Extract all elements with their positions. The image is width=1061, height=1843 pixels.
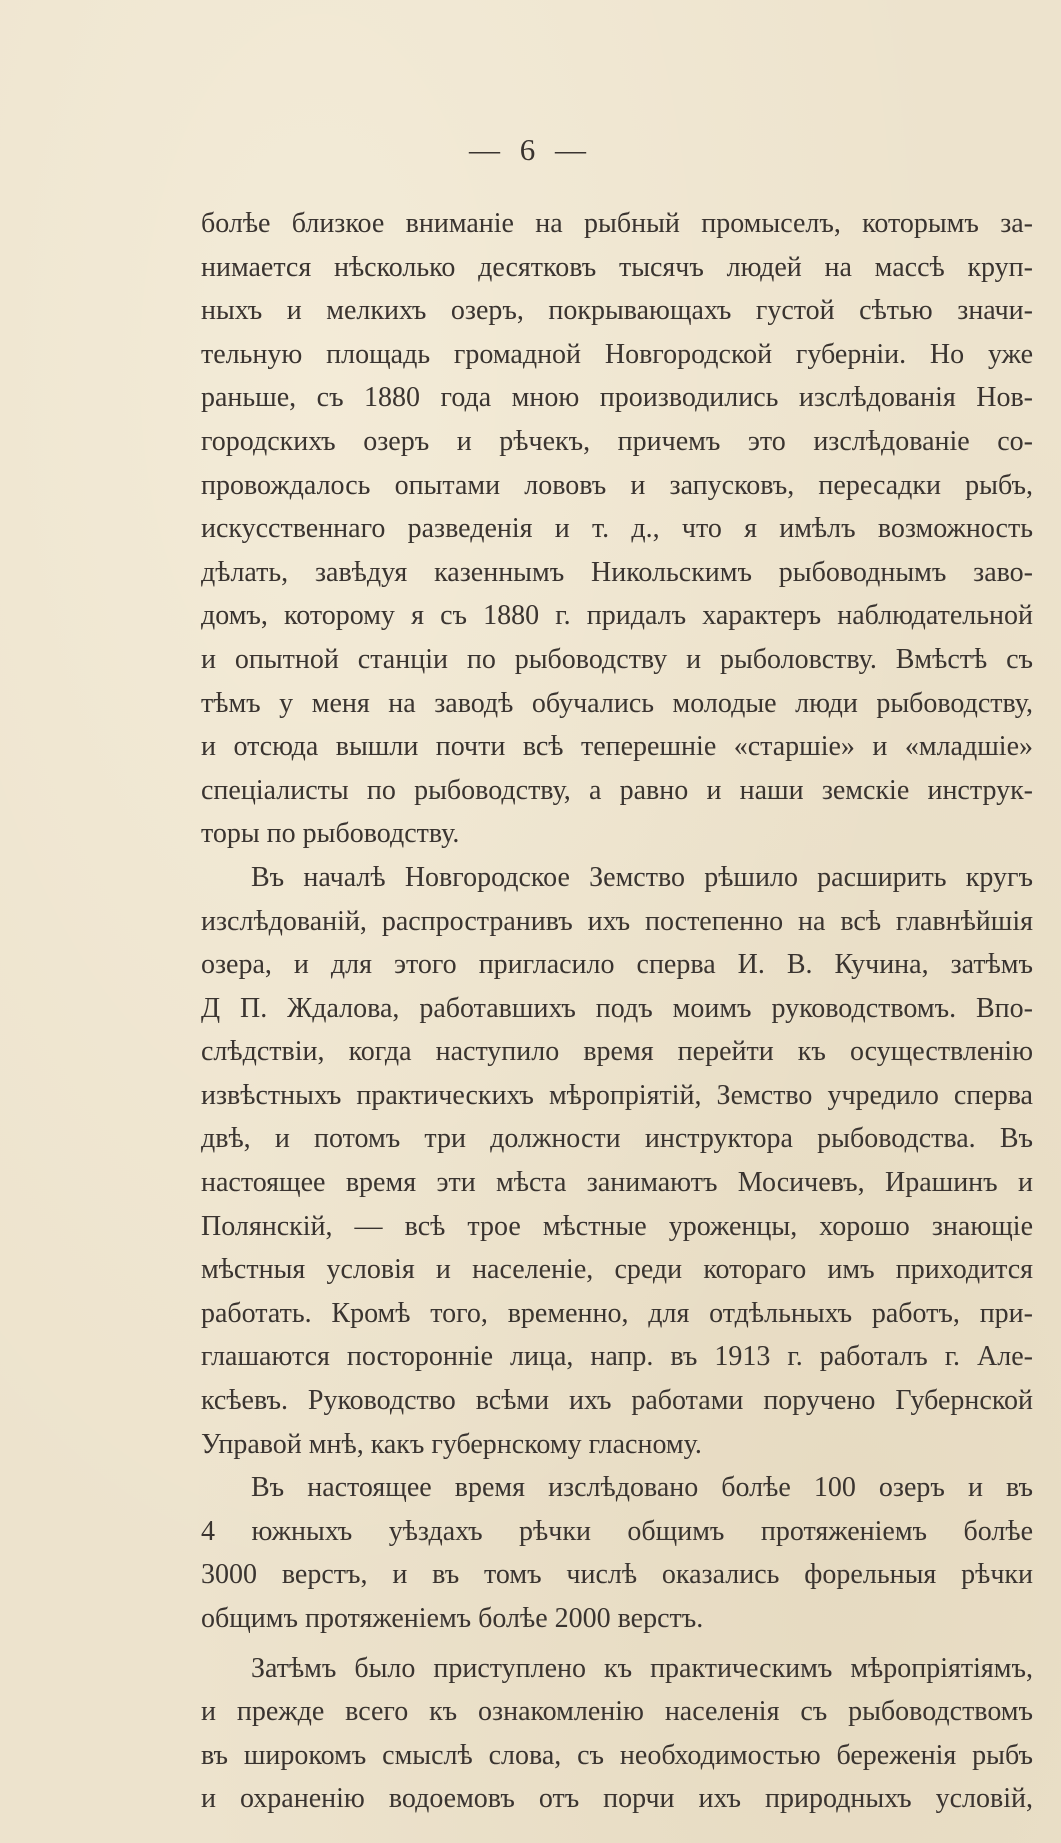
- text-line: двѣ, и потомъ три должности инструктора рыбоводства. Въ: [201, 1123, 1033, 1155]
- text-line: дѣлать, завѣдуя казеннымъ Никольскимъ рыбоводнымъ заво-: [201, 556, 1033, 588]
- text-line: торы по рыбоводству.: [201, 818, 460, 850]
- text-line: провождалось опытами лововъ и запусковъ, пересадки рыбъ,: [201, 469, 1033, 501]
- text-line: нимается нѣсколько десятковъ тысячъ людей на массѣ круп-: [201, 251, 1033, 283]
- page-number: — 6 —: [469, 132, 592, 167]
- text-line: Въ началѣ Новгородское Земство рѣшило расширить кругъ: [251, 861, 1033, 893]
- paragraph-1: [201, 202, 1033, 856]
- text-line: тельную площадь громадной Новгородской губерніи. Но уже: [201, 338, 1033, 370]
- text-line: городскихъ озеръ и рѣчекъ, причемъ это изслѣдованіе со-: [201, 425, 1033, 457]
- text-line: мѣстныя условія и населеніе, среди котораго имъ приходится: [201, 1254, 1033, 1286]
- text-line: извѣстныхъ практическихъ мѣропріятій, Земство учредило сперва: [201, 1079, 1033, 1111]
- paragraph-2: [201, 856, 1033, 1466]
- text-line: 4 южныхъ уѣздахъ рѣчки общимъ протяженіемъ болѣе: [201, 1515, 1033, 1547]
- text-line: ныхъ и мелкихъ озеръ, покрывающахъ густой сѣтью значи-: [201, 295, 1033, 327]
- text-line: Д П. Ждалова, работавшихъ подъ моимъ руководствомъ. Впо-: [201, 992, 1033, 1024]
- text-line: раньше, съ 1880 года мною производились изслѣдованія Нов-: [201, 382, 1033, 414]
- text-line: искусственнаго разведенія и т. д., что я имѣлъ возможность: [201, 513, 1033, 545]
- text-line: 3000 верстъ, и въ томъ числѣ оказались форельныя рѣчки: [201, 1559, 1033, 1591]
- text-line: болѣе близкое вниманіе на рыбный промыселъ, которымъ за-: [201, 208, 1033, 239]
- text-line: Управой мнѣ, какъ губернскому гласному.: [201, 1428, 702, 1460]
- text-line: ксѣевъ. Руководство всѣми ихъ работами поручено Губернской: [201, 1385, 1033, 1417]
- text-line: общимъ протяженіемъ болѣе 2000 верстъ.: [201, 1603, 704, 1634]
- text-line: глашаются посторонніе лица, напр. въ 1913 г. работалъ г. Але-: [201, 1341, 1033, 1373]
- text-line: Затѣмъ было приступлено къ практическимъ мѣропріятіямъ,: [251, 1652, 1033, 1684]
- text-line: озера, и для этого пригласило сперва И. В. Кучина, затѣмъ: [201, 949, 1033, 981]
- text-line: и прежде всего къ ознакомленію населенія съ рыбоводствомъ: [201, 1696, 1033, 1728]
- text-line: Полянскій, — всѣ трое мѣстные уроженцы, хорошо знающіе: [201, 1210, 1033, 1242]
- body-text: [201, 202, 1033, 1821]
- text-line: и опытной станціи по рыбоводству и рыболовству. Вмѣстѣ съ: [201, 643, 1033, 675]
- text-line: и охраненію водоемовъ отъ порчи ихъ природныхъ условій,: [201, 1783, 1033, 1815]
- paragraph-4: [201, 1647, 1033, 1821]
- text-line: и отсюда вышли почти всѣ теперешніе «старшіе» и «младшіе»: [201, 731, 1033, 763]
- text-line: работать. Кромѣ того, временно, для отдѣльныхъ работъ, при-: [201, 1297, 1033, 1329]
- text-line: домъ, которому я съ 1880 г. придалъ характеръ наблюдательной: [201, 600, 1033, 632]
- text-line: тѣмъ у меня на заводѣ обучались молодые люди рыбоводству,: [201, 687, 1033, 719]
- text-line: спеціалисты по рыбоводству, а равно и наши земскіе инструк-: [201, 774, 1033, 806]
- text-line: настоящее время эти мѣста занимаютъ Мосичевъ, Ирашинъ и: [201, 1167, 1033, 1199]
- text-line: Въ настоящее время изслѣдовано болѣе 100 озеръ и въ: [251, 1472, 1033, 1504]
- text-line: слѣдствіи, когда наступило время перейти къ осуществленію: [201, 1036, 1033, 1068]
- text-line: въ широкомъ смыслѣ слова, съ необходимостью береженія рыбъ: [201, 1739, 1033, 1771]
- paragraph-3: [201, 1466, 1033, 1640]
- text-line: изслѣдованій, распространивъ ихъ постепенно на всѣ главнѣйшія: [201, 905, 1033, 937]
